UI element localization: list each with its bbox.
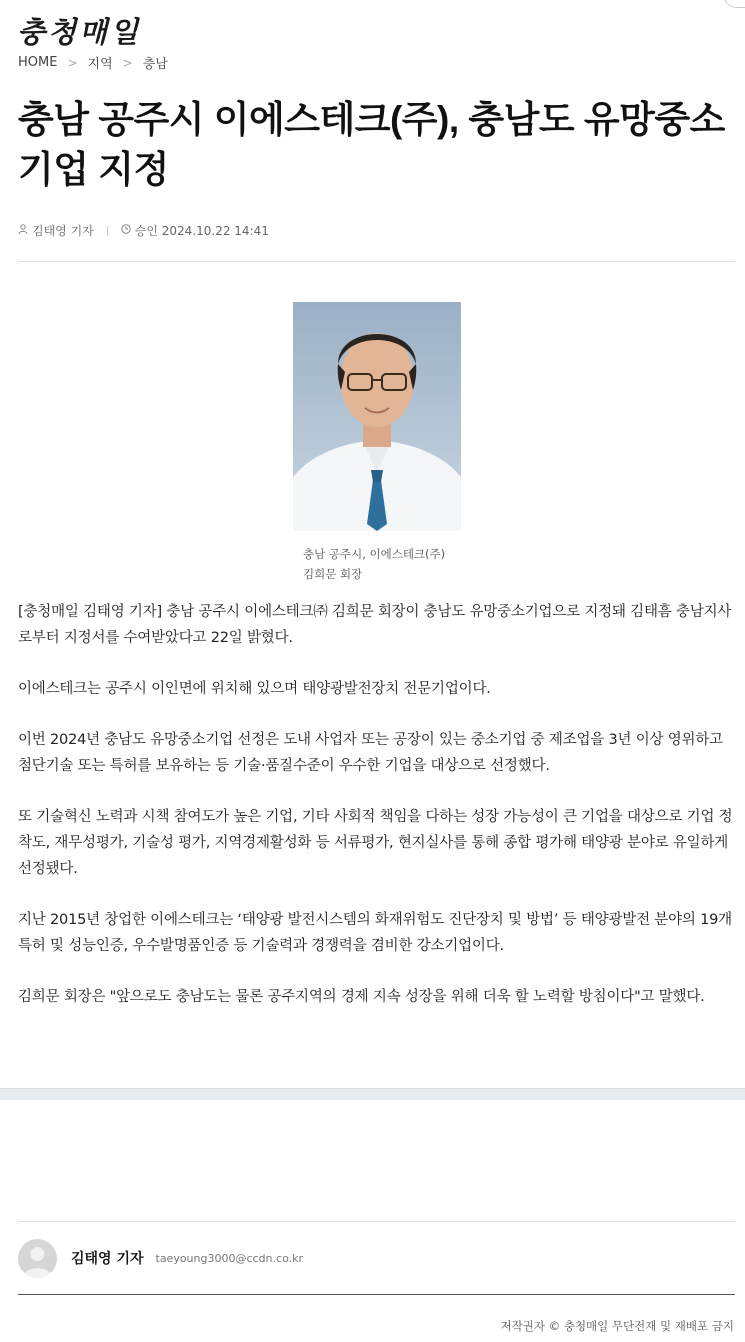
site-logo[interactable]: 충청매일	[17, 15, 142, 49]
article-paragraph: 또 기술혁신 노력과 시책 참여도가 높은 기업, 기타 사회적 책임을 다하는 성장 가능성이 큰 기업을 대상으로 기업 정착도, 재무성평가, 기술성 평가, 지역경제활성화 등 서류평가, 현지실사를 통해 종합 평가해 태양광 분야로 유일하게 선정됐다.	[18, 809, 733, 877]
chevron-right-icon: >	[122, 55, 133, 70]
breadcrumb-section[interactable]: 지역	[87, 57, 113, 72]
clock-icon	[121, 224, 131, 237]
article-paragraph: 김희문 회장은 "앞으로도 충남도는 물론 공주지역의 경제 지속 성장을 위해 더욱 할 노력할 방침이다"고 말했다.	[18, 989, 705, 1005]
author-box	[18, 1221, 735, 1295]
person-icon	[18, 224, 28, 237]
approved-date: 승인 2024.10.22 14:41	[134, 224, 269, 238]
article-photo[interactable]	[293, 302, 461, 531]
article-meta	[18, 222, 269, 239]
byline-email[interactable]: taeyoung3000@ccdn.co.kr	[155, 1251, 304, 1265]
avatar[interactable]	[18, 1239, 57, 1278]
corner-button[interactable]	[723, 0, 745, 8]
meta-divider	[107, 226, 108, 236]
article-paragraph: [충청매일 김태영 기자] 충남 공주시 이에스테크㈜ 김희문 회장이 충남도 유망중소기업으로 지정돼 김태흠 충남지사로부터 지정서를 수여받았다고 22일 밝혔다.	[18, 604, 732, 646]
article-paragraph: 이에스테크는 공주시 이인면에 위치해 있으며 태양광발전장치 전문기업이다.	[18, 681, 491, 697]
meta-divider-line	[18, 261, 735, 262]
article-body	[18, 599, 735, 1035]
breadcrumb-subsection[interactable]: 충남	[142, 57, 168, 72]
chevron-right-icon: >	[67, 55, 78, 70]
breadcrumb	[18, 53, 168, 72]
byline-author-name[interactable]: 김태영 기자	[71, 1251, 144, 1267]
article-title: 충남 공주시 이에스테크(주), 충남도 유망중소기업 지정	[18, 99, 725, 190]
article-paragraph: 지난 2015년 창업한 이에스테크는 ‘태양광 발전시스템의 화재위험도 진단장치 및 방법’ 등 태양광발전 분야의 19개 특허 및 성능인증, 우수발명품인증 등 기술력과 경쟁력을 겸비한 강소기업이다.	[18, 912, 732, 954]
section-divider-band	[0, 1088, 745, 1100]
author-name[interactable]: 김태영 기자	[32, 224, 94, 238]
breadcrumb-home[interactable]: HOME	[18, 55, 58, 70]
photo-caption: 충남 공주시, 이에스테크(주) 김희문 회장	[303, 547, 446, 581]
copyright-notice: 저작권자 © 충청매일 무단전재 및 재배포 금지	[500, 1319, 734, 1333]
article-paragraph: 이번 2024년 충남도 유망중소기업 선정은 도내 사업자 또는 공장이 있는 중소기업 중 제조업을 3년 이상 영위하고 첨단기술 또는 특허를 보유하는 등 기술·품질수준이 우수한 기업을 대상으로 선정했다.	[18, 732, 723, 774]
